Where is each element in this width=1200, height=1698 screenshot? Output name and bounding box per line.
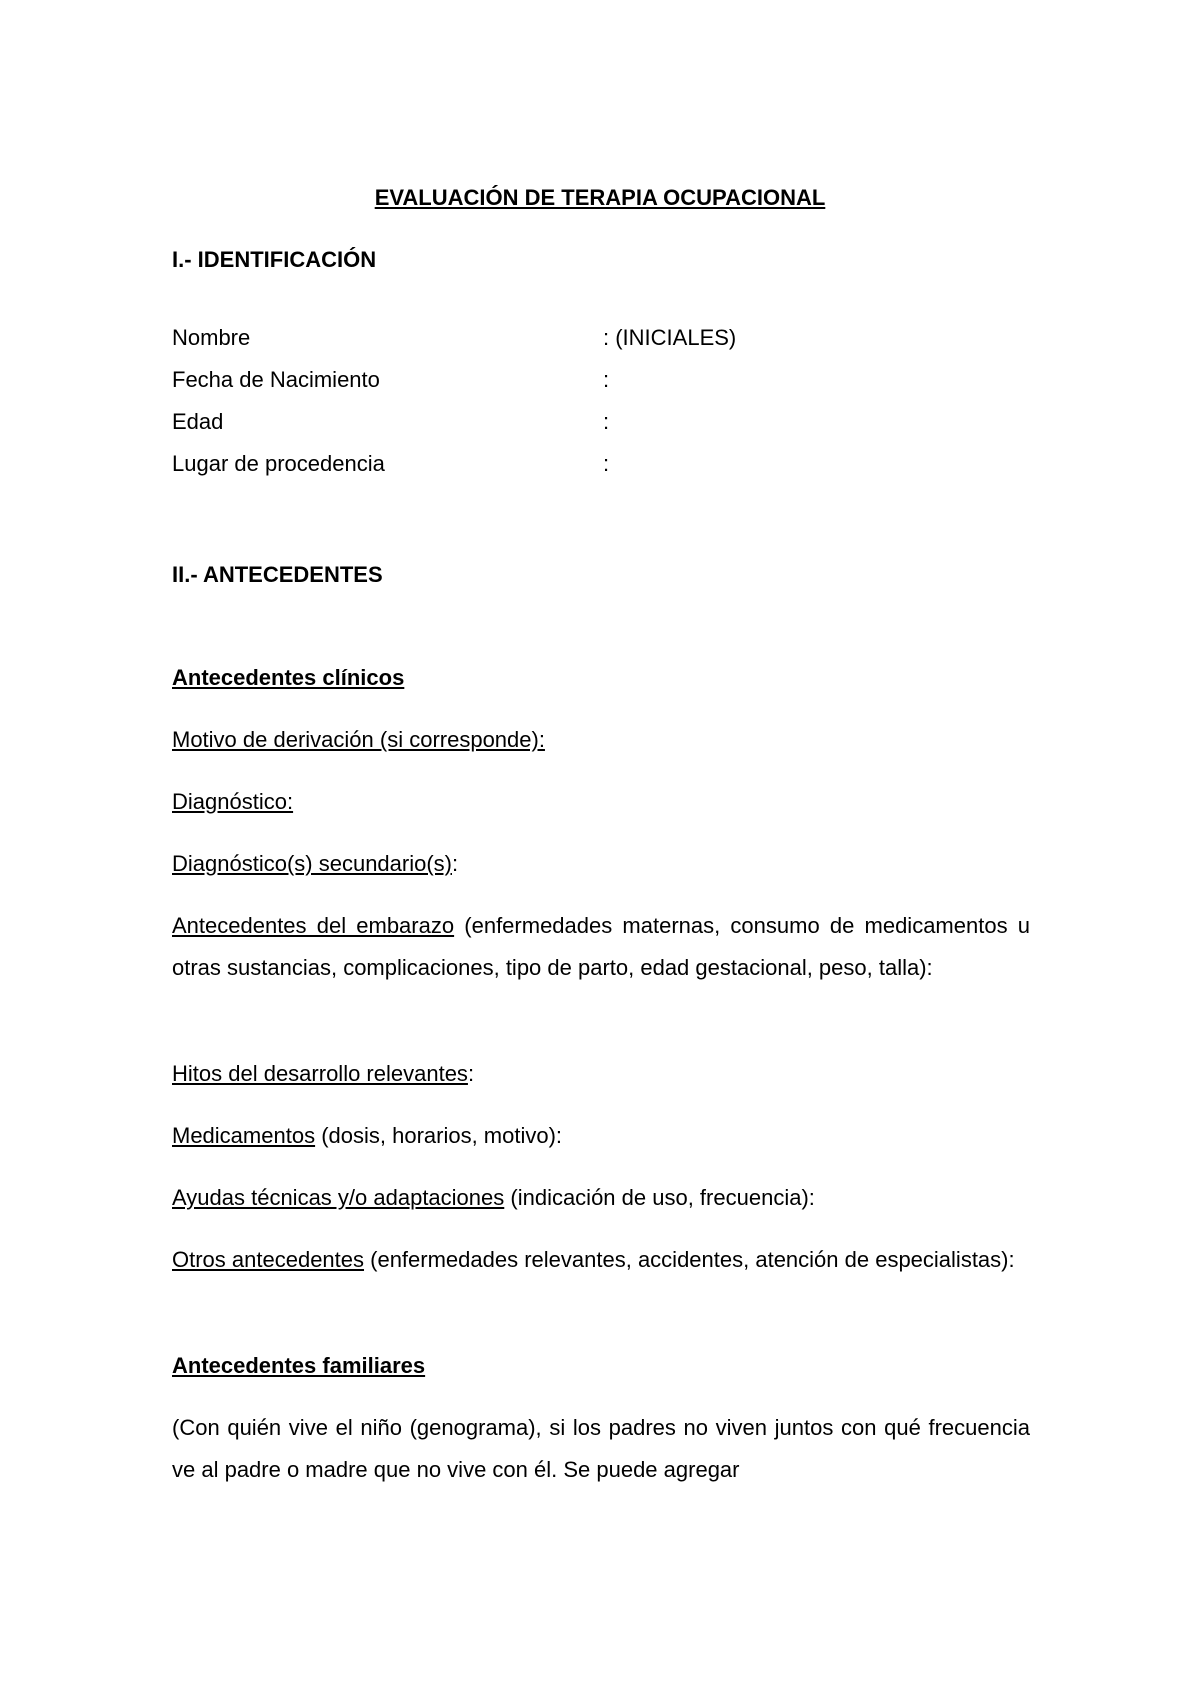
id-value: : — [603, 451, 610, 476]
field-rest: (dosis, horarios, motivo): — [315, 1123, 563, 1148]
field-medicamentos — [172, 1120, 1030, 1152]
field-hitos-desarrollo — [172, 1058, 1030, 1090]
field-label: Otros antecedentes — [172, 1247, 365, 1272]
id-row-edad — [172, 406, 1032, 438]
field-label: Antecedentes del embarazo — [172, 913, 455, 938]
id-label: Lugar de procedencia — [172, 451, 385, 476]
id-value: : — [603, 367, 610, 392]
field-rest: : — [467, 1061, 475, 1086]
section-heading-antecedentes: II.- ANTECEDENTES — [172, 562, 383, 587]
document-title: EVALUACIÓN DE TERAPIA OCUPACIONAL — [374, 185, 826, 210]
field-rest: (enfermedades maternas, consumo de medicamentos u otras sustancias, complicaciones, tipo de parto, edad gestacional, peso, talla): — [172, 913, 1030, 980]
id-row-lugar-procedencia — [172, 448, 1032, 480]
id-label: Nombre — [172, 325, 251, 350]
id-row-fecha-nacimiento — [172, 364, 1032, 396]
field-antecedentes-embarazo — [172, 905, 1030, 989]
section-heading-identificacion: I.- IDENTIFICACIÓN — [172, 247, 377, 272]
field-otros-antecedentes — [172, 1239, 1030, 1281]
subheading-antecedentes-familiares: Antecedentes familiares — [172, 1353, 426, 1378]
id-row-nombre — [172, 322, 1032, 354]
field-diagnostico-secundario — [172, 848, 1030, 880]
field-label: Hitos del desarrollo relevantes — [172, 1061, 468, 1086]
field-diagnostico — [172, 786, 1030, 818]
id-label: Edad — [172, 409, 224, 434]
field-label: Medicamentos — [172, 1123, 316, 1148]
field-rest: (enfermedades relevantes, accidentes, atención de especialistas): — [364, 1247, 1015, 1272]
id-value: : — [603, 409, 610, 434]
field-label: Motivo de derivación (si corresponde): — [172, 727, 545, 752]
field-rest: (indicación de uso, frecuencia): — [504, 1185, 815, 1210]
subheading-antecedentes-clinicos: Antecedentes clínicos — [172, 665, 405, 690]
field-label: Diagnóstico(s) secundario(s) — [172, 851, 452, 876]
field-antecedentes-familiares-text: (Con quién vive el niño (genograma), si los padres no viven juntos con qué frecuencia ve al padre o madre que no vive con él. Se puede agregar — [172, 1415, 1030, 1482]
id-value: : (INICIALES) — [603, 325, 737, 350]
field-label: Diagnóstico: — [172, 789, 294, 814]
id-label: Fecha de Nacimiento — [172, 367, 380, 392]
field-rest: : — [452, 851, 459, 876]
field-motivo-derivacion — [172, 724, 1030, 756]
field-label: Ayudas técnicas y/o adaptaciones — [172, 1185, 505, 1210]
field-ayudas-tecnicas — [172, 1182, 1030, 1214]
